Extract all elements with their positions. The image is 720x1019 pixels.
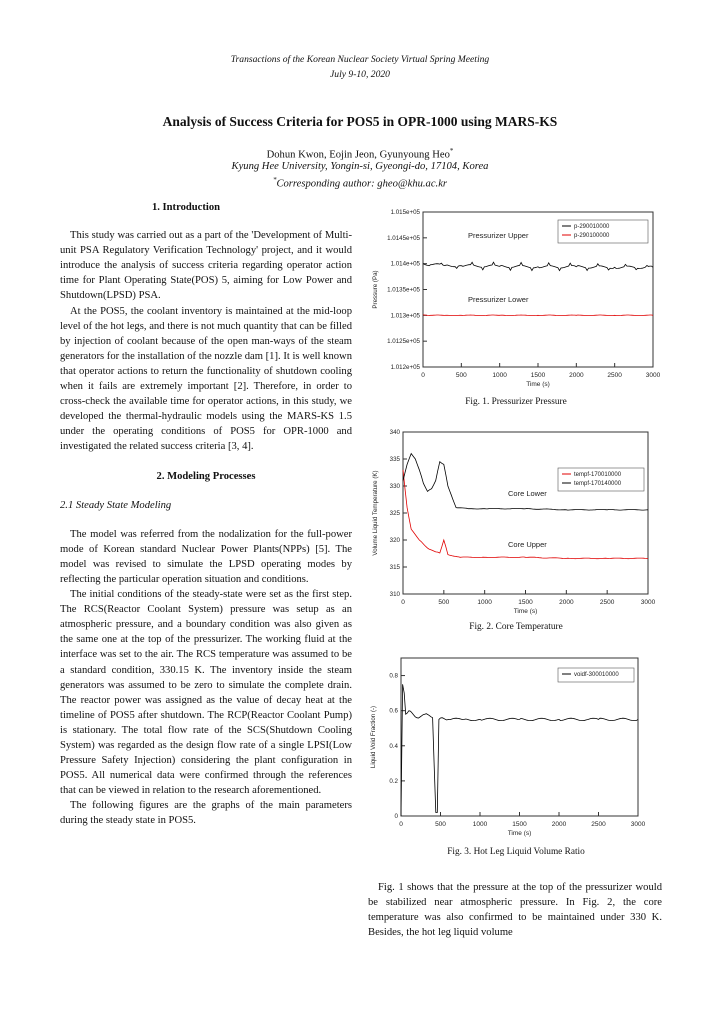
y-axis-label: Volume Liquid Temperature (K) [372, 470, 379, 556]
y-tick-label: 1.012e+05 [390, 364, 420, 371]
modeling-paragraph-1: The model was referred from the nodalization for the full-power mode of Korean standard Nuclear Power Plants(NPPs) [5]. The model was revised to simulate the LPSD operating modes by reflecting the particular operation situation and conditions. [60, 528, 352, 585]
chart-annotation: Core Upper [508, 540, 547, 549]
figure-1-pressurizer-pressure-chart [368, 202, 664, 398]
x-tick-label: 2500 [591, 821, 606, 828]
modeling-paragraph-3: The following figures are the graphs of the main parameters during the steady state in POS5. [60, 800, 352, 827]
corresponding-author [0, 173, 720, 192]
x-tick-label: 2500 [607, 372, 622, 379]
section-heading-introduction: 1. Introduction [151, 202, 221, 213]
x-tick-label: 0 [421, 372, 425, 379]
x-tick-label: 2000 [569, 372, 584, 379]
x-tick-label: 1500 [530, 372, 546, 379]
y-tick-label: 1.0145e+05 [387, 234, 420, 242]
x-tick-label: 3000 [645, 372, 661, 379]
figure-1-caption: Fig. 1. Pressurizer Pressure [465, 397, 567, 407]
x-tick-label: 1000 [472, 821, 488, 828]
y-axis-label: Liquid Void Fraction (-) [370, 705, 377, 769]
plot-frame [403, 432, 648, 594]
y-tick-label: 0.4 [389, 742, 398, 750]
x-tick-label: 2000 [551, 821, 567, 828]
legend-entry: voidf-300010000 [574, 672, 619, 678]
y-tick-label: 1.015e+05 [390, 209, 420, 216]
y-tick-label: 335 [389, 456, 400, 463]
affiliation: Kyung Hee University, Yongin-si, Gyeongi-do, 17104, Korea [231, 161, 489, 172]
x-tick-label: 3000 [640, 599, 656, 606]
y-tick-label: 0 [394, 813, 398, 820]
modeling-paragraph-2: The initial conditions of the steady-state were set as the first step. The RCS(Reactor Coolant System) pressure was setup as an atmospheric pressure, and a boundary condition was also given as the same one at the top of the pressurizer. The working fluid at the interface was set to the air. The RCS temperature was assumed to be a standard condition, 330.15 K. The inventory inside the steam generators was assumed to be zero to simulate the complete drain. The reactor power was assigned as the value of decay heat at the timeline of POS5 after shutdown. The RCP(Reactor Coolant Pump) is stationary. The total flow rate of the SCS(Shutdown Cooling System) was regarded as the design flow rate of a single LPSI(Low Pressure Safety Injection) considering the plant configuration in POS5. All numerical data were confirmed through the references that can be viewed in relation to the research aforementioned. [60, 589, 352, 797]
running-header-line1: Transactions of the Korean Nuclear Society Virtual Spring Meeting [230, 54, 490, 65]
y-tick-label: 310 [389, 591, 400, 598]
legend-entry: p-290010000 [574, 224, 610, 230]
x-axis-label: Time (s) [507, 830, 532, 837]
y-tick-label: 1.0125e+05 [387, 338, 420, 346]
y-tick-label: 325 [389, 510, 400, 517]
x-tick-label: 2000 [559, 599, 574, 606]
y-tick-label: 330 [389, 483, 400, 490]
y-tick-label: 1.0135e+05 [387, 286, 420, 294]
figure-3-caption: Fig. 3. Hot Leg Liquid Volume Ratio [447, 847, 585, 857]
x-tick-label: 2500 [599, 599, 615, 606]
corresponding-star: * [272, 176, 277, 184]
paper-title: Analysis of Success Criteria for POS5 in OPR-1000 using MARS-KS [162, 114, 558, 129]
y-tick-label: 340 [389, 429, 400, 436]
corresponding-text: Corresponding author: gheo@khu.ac.kr [276, 178, 448, 190]
y-tick-label: 0.6 [389, 707, 398, 715]
figure-2-core-temperature-chart [368, 426, 664, 620]
subsection-heading-steady-state: 2.1 Steady State Modeling [60, 499, 172, 511]
intro-paragraph-2: At the POS5, the coolant inventory is maintained at the mid-loop level of the hot legs, and there is not much quantity that can be filled by injection of coolant because of the open man-ways of the steam generators for the installation of the nozzle dam [1]. It is well known that operator actions to return the functionality of shutdown cooling when it fails are extremely important [2]. Therefore, in order to cross-check the available time for operator actions, in this study, we developed the thermal-hydraulic models using the MARS-KS 1.5 under the operating conditions of POS5 for OPR-1000 and investigated the related success criteria [3, 4]. [60, 305, 352, 453]
author-star: * [449, 147, 454, 155]
legend-entry: tempf-170010000 [574, 472, 622, 478]
y-tick-label: 1.013e+05 [390, 312, 420, 320]
y-tick-label: 0.2 [389, 777, 398, 785]
y-axis-label: Pressure (Pa) [372, 270, 379, 309]
y-tick-label: 320 [389, 537, 400, 544]
y-tick-label: 1.014e+05 [390, 260, 420, 268]
figure-2-caption: Fig. 2. Core Temperature [469, 622, 563, 632]
right-column-text [368, 880, 662, 940]
results-paragraph-1: Fig. 1 shows that the pressure at the top of the pressurizer would be stabilized near atmospheric pressure. In Fig. 2, the core temperature was also confirmed to be maintained under 330 K. Besides, the hot leg liquid volume [368, 882, 662, 939]
x-tick-label: 1500 [512, 821, 527, 828]
x-tick-label: 3000 [630, 821, 646, 828]
x-tick-label: 1000 [492, 372, 507, 379]
intro-paragraph-1: This study was carried out as a part of the 'Development of Multi-unit PSA Regulatory Verification Technology' project, and it would introduce the analysis of success criteria regarding operator action time for Plant Operating State(POS) 5, aiming for Low Power and Shutdown(LPSD) PSA. [60, 230, 352, 302]
y-tick-label: 315 [389, 564, 400, 571]
legend-entry: p-290100000 [574, 233, 610, 239]
figure-3-hot-leg-liquid-volume-ratio-chart [368, 650, 664, 842]
left-column [60, 200, 352, 829]
x-tick-label: 0 [399, 821, 403, 828]
section-heading-modeling: 2. Modeling Processes [156, 470, 256, 482]
x-tick-label: 0 [401, 599, 405, 606]
author-names: Dohun Kwon, Eojin Jeon, Gyunyoung Heo [266, 149, 450, 161]
legend-entry: tempf-170140000 [574, 481, 622, 487]
x-tick-label: 500 [455, 372, 467, 379]
x-tick-label: 500 [438, 599, 450, 606]
chart-annotation: Core Lower [508, 489, 547, 498]
x-axis-label: Time (s) [526, 381, 550, 388]
chart-annotation: Pressurizer Upper [468, 231, 529, 240]
chart-annotation: Pressurizer Lower [468, 295, 529, 304]
x-axis-label: Time (s) [513, 608, 538, 615]
running-header-line2: July 9-10, 2020 [330, 69, 390, 80]
x-tick-label: 1000 [477, 599, 492, 606]
y-tick-label: 0.8 [389, 672, 398, 680]
x-tick-label: 1500 [518, 599, 533, 606]
x-tick-label: 500 [435, 821, 446, 828]
